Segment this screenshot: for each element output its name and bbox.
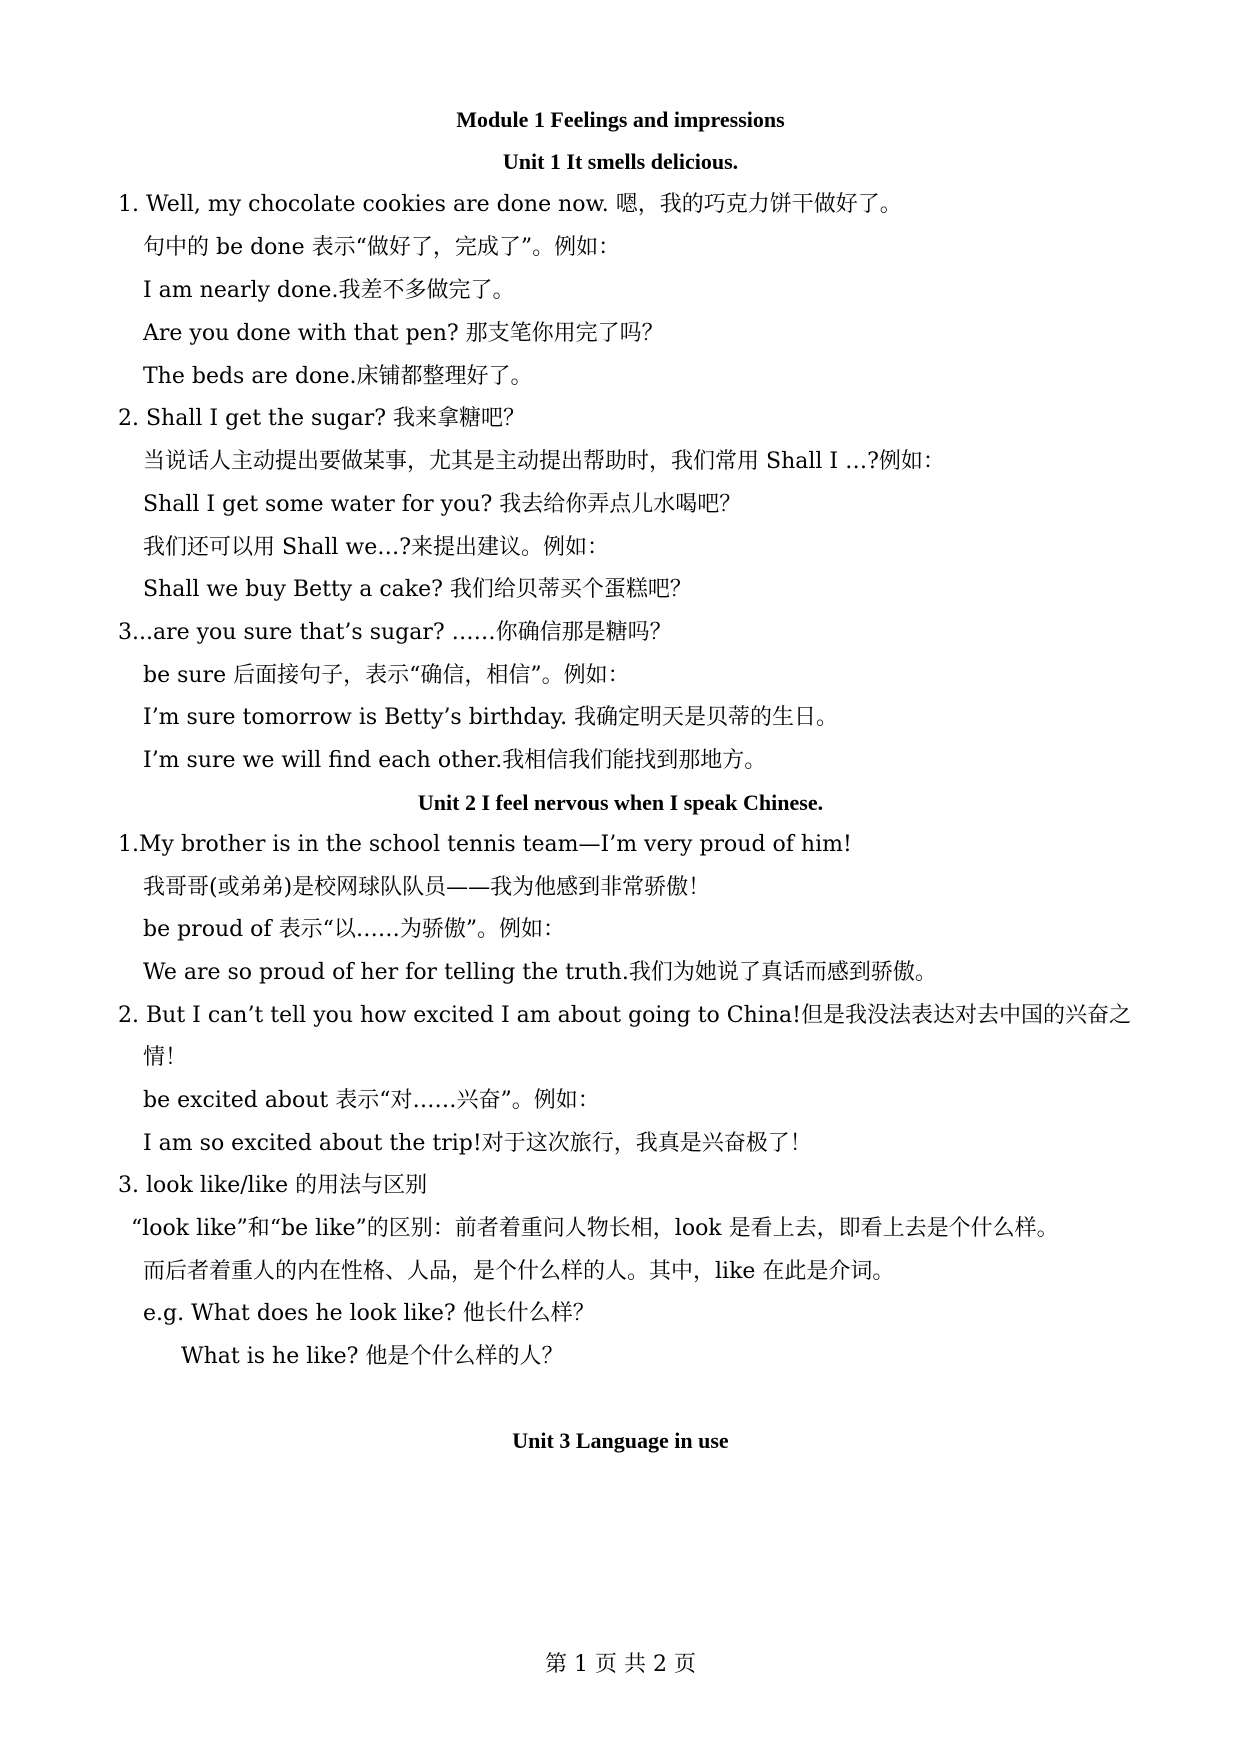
unit2-point3: 3. look like/like 的用法与区别: [118, 1173, 428, 1198]
unit2-example: e.g. What does he look like? 他长什么样？: [143, 1301, 595, 1326]
unit2-line: We are so proud of her for telling the truth.我们为她说了真话而感到骄傲。: [143, 960, 937, 985]
unit2-line: be proud of 表示“以……为骄傲”。例如：: [143, 917, 566, 942]
unit2-line: 我哥哥(或弟弟)是校网球队队员——我为他感到非常骄傲！: [143, 875, 711, 900]
unit1-line: be sure 后面接句子，表示“确信，相信”。例如：: [143, 663, 630, 688]
unit1-title: Unit 1 It smells delicious.: [502, 149, 739, 174]
unit1-point3: 3...are you sure that’s sugar? ……你确信那是糖吗？: [118, 620, 672, 645]
unit2-line: 而后者着重人的内在性格、人品，是个什么样的人。其中，like 在此是介词。: [143, 1259, 895, 1284]
unit1-line: Are you done with that pen? 那支笔你用完了吗？: [143, 321, 664, 346]
unit1-line: Shall we buy Betty a cake? 我们给贝蒂买个蛋糕吧？: [143, 577, 692, 602]
unit1-line: 当说话人主动提出要做某事，尤其是主动提出帮助时，我们常用 Shall I …?例如：: [143, 449, 945, 474]
unit1-point1: 1. Well, my chocolate cookies are done now. 嗯，我的巧克力饼干做好了。: [118, 192, 902, 217]
module-title: Module 1 Feelings and impressions: [456, 107, 785, 132]
unit1-line: I’m sure tomorrow is Betty’s birthday. 我确定明天是贝蒂的生日。: [143, 705, 839, 730]
unit2-example: What is he like? 他是个什么样的人？: [181, 1344, 564, 1369]
unit2-point2: 2. But I can’t tell you how excited I am about going to China!但是我没法表达对去中国的兴奋之: [118, 1003, 1131, 1028]
unit1-line: I am nearly done.我差不多做完了。: [143, 278, 515, 303]
unit1-point2: 2. Shall I get the sugar? 我来拿糖吧？: [118, 406, 526, 431]
unit2-title: Unit 2 I feel nervous when I speak Chinese.: [417, 790, 824, 815]
unit2-point1: 1.My brother is in the school tennis team—I’m very proud of him!: [118, 832, 852, 857]
unit2-line: be excited about 表示“对……兴奋”。例如：: [143, 1088, 600, 1113]
unit1-line: I’m sure we will find each other.我相信我们能找到那地方。: [143, 748, 767, 773]
unit3-title: Unit 3 Language in use: [512, 1428, 729, 1453]
unit2-line: I am so excited about the trip!对于这次旅行，我真是兴奋极了！: [143, 1131, 812, 1156]
unit1-line: 句中的 be done 表示“做好了，完成了”。例如：: [143, 235, 621, 260]
page-footer: 第 1 页 共 2 页: [545, 1652, 696, 1677]
unit1-line: Shall I get some water for you? 我去给你弄点儿水喝吧？: [143, 492, 742, 517]
unit1-line: The beds are done.床铺都整理好了。: [143, 364, 533, 389]
unit2-line: 情！: [143, 1045, 188, 1070]
unit1-line: 我们还可以用 Shall we…?来提出建议。例如：: [143, 535, 610, 560]
unit2-line: “look like”和“be like”的区别：前者着重问人物长相，look 是看上去，即看上去是个什么样。: [131, 1216, 1059, 1241]
